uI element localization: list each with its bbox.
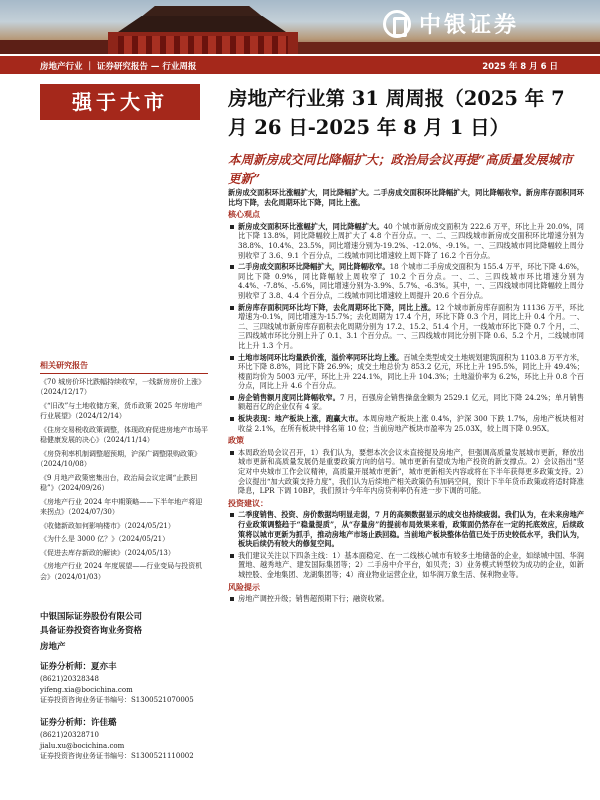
advice-intro: [228, 510, 584, 548]
core-point: [228, 393, 584, 412]
report-category: 房地产行业 ｜ 证券研究报告 — 行业周报: [40, 62, 197, 72]
report-title: 房地产行业第 31 周周报（2025 年 7 月 26 日-2025 年 8 月 1 日）: [228, 87, 565, 139]
section-investment-advice: 投资建议：: [228, 497, 268, 508]
related-report-date: （2024/12/17）: [40, 388, 91, 396]
analyst-email[interactable]: jialu.xu@bocichina.com: [40, 741, 125, 750]
analyst-name: 证券分析师：许佳璐: [40, 718, 117, 728]
firm-info: [40, 610, 208, 654]
related-report-item[interactable]: [40, 521, 208, 532]
core-points: [228, 222, 584, 433]
analyst-card: [40, 662, 208, 706]
policy-text: 本周政治局会议召开，1）我们认为，要想本次会议未直接提及房地产，但强调高质量发展城市更新，释放出城市更新和高质量发展仍是重要政策方向的信号。城市更新有望成为地产投资的新支撑点。2）会议指出“坚定对中央城市工作会议精神，高质量开展城市更新”，城市更新相关内容或将在下半年获得更多政策支持。2）会议提出“加大政策支持力度”，我们认为后续地产相关政策仍有加码空间，预计下半年货币政策或将适时降准降息，LPR 下调 10BP，我们预计今年年内房贷利率仍有进一步下调的可能。: [228, 448, 584, 496]
analyst-cert: 证券投资咨询业务证书编号：S1300521110002: [40, 752, 194, 761]
firm-name: 中银国际证券股份有限公司: [40, 612, 143, 622]
risk-text: 房地产调控升级；销售超预期下行；融资收紧。: [228, 594, 584, 604]
analyst-email[interactable]: yifeng.xia@bocichina.com: [40, 685, 133, 694]
core-point-text: 12 个城市新房库存面积为 11136 万平，环比增速为-0.1%，同比增速为-15.7%；去化周期为 17.4 个月，环比下降 0.3 个月，同比上升 0.4 个月。一、二、三四线城市新房库存面积去化周期分别为 17.2、15.2、51.4 个月，一线城市环比下降 0.7 个月，二、三四线城市环比分别上升了 0.1、3.1 个百分点。一、三四线城市同比分别下降 0.6、5.2 个月，二线城市同比上升 1.3 个月。: [238, 302, 584, 350]
core-point: [228, 414, 584, 433]
analyst-cert: 证券投资咨询业务证书编号：S1300521070005: [40, 696, 194, 705]
related-report-date: （2024/05/21）: [118, 535, 170, 543]
related-report-date: （2024/05/13）: [124, 548, 175, 557]
logo-text: 中银证券: [419, 13, 520, 38]
related-report-date: （2024/01/03）: [54, 572, 105, 581]
report-date: 2025 年 8 月 6 日: [482, 62, 558, 72]
related-report-title: 《促进去库存新政的解读》: [40, 548, 124, 557]
related-report-title: 《9 月地产政策密集出台，政治局会议定调“止跌回稳”》: [40, 473, 198, 492]
related-report-date: （2024/10/08）: [40, 460, 91, 468]
firm-industry: 房地产: [40, 642, 66, 652]
core-point: [228, 303, 584, 351]
section-risk: 风险提示: [228, 581, 260, 592]
related-report-item[interactable]: [40, 377, 208, 398]
core-point-bold: 房企销售额月度同比降幅收窄。: [238, 392, 340, 402]
core-point-bold: 新房库存面积同环比均下降，去化周期环比下降，同比上涨。: [238, 302, 436, 312]
core-point: [228, 262, 584, 300]
related-report-date: （2024/07/30）: [68, 508, 119, 516]
core-point-bold: 土地市场同环比均量跌价涨，溢价率同环比均上涨。: [238, 352, 404, 362]
rating-badge: 强于大市: [40, 84, 200, 120]
related-report-date: （2024/05/21）: [124, 521, 175, 530]
palace-roof-lower: [118, 16, 286, 32]
report-subtitle: 本周新房成交同比降幅扩大；政治局会议再提“高质量发展城市更新”: [228, 152, 573, 186]
advice-intro-text: 二季度销售、投资、房价数据均明显走弱，7 月的高频数据显示的成交也持续疲弱。我们认为，在未来房地产行业政策调整趋于“稳量提质”，从“存量房”的提前布局效果来看，政策面仍然存在一定的托底效应，后续政策将以城市更新为抓手，推动房地产市场止跌回稳。当前地产板块整体估值已处于历史较低水平，我们认为，板块后续仍有较大的修复空间。: [238, 510, 584, 549]
related-report-date: （2024/09/26）: [57, 484, 109, 492]
related-report-date: （2024/12/14）: [75, 412, 126, 420]
analyst-name: 证券分析师：夏亦丰: [40, 662, 117, 672]
related-report-date: （2024/11/14）: [103, 436, 154, 444]
related-report-item[interactable]: [40, 473, 208, 494]
analyst-card: [40, 718, 208, 762]
main-content: [228, 188, 584, 606]
advice-recommendations: 我们建议关注以下四条主线：1）基本面稳定、在一二线核心城市有较多土地储备的企业，如绿城中国、华润置地、越秀地产、建发国际集团等；2）二手房中介平台，如贝壳；3）业务模式转型较为成功的企业，如新城控股、金地集团、龙湖集团等；4）商业物业运营企业，如华润万象生活、保利物业等。: [228, 551, 584, 580]
related-report-item[interactable]: [40, 548, 208, 559]
related-report-title: 《70 城房价环比跌幅持续收窄，一线新房房价上涨》: [40, 377, 206, 386]
related-report-item[interactable]: [40, 534, 208, 545]
core-point-text: 7 月，百强房企销售操盘金额为 2529.1 亿元，同比下降 24.2%；单月销售额超百亿的企业仅有 4 家。: [238, 392, 584, 412]
related-report-title: 《收储新政如何影响楼市》: [40, 521, 124, 530]
core-point: [228, 222, 584, 260]
core-point-text: 18 个城市二手房成交面积为 155.4 万平，环比下降 4.6%，同比下降 0.9%，同比降幅较上周收窄了 10.2 个百分点。一、二、三四线城市环比增速分别为 4.4%、-7.8%、-5.6%，同比增速分别为-3.9%、5.7%、-6.3%。其中，一、三四线城市同比降幅较上周分别收窄了 3.8、4.4 个百分点，二线城市同比增速较上周提升 20.6 个百分点。: [238, 262, 584, 300]
related-report-title: 《房地产行业 2024 年中期策略——下半年地产将迎来拐点》: [40, 497, 203, 516]
palace-columns: [118, 36, 288, 54]
core-point-bold: 板块表现：地产板块上涨，跑赢大市。: [238, 414, 363, 424]
related-report-item[interactable]: [40, 425, 208, 446]
related-report-title: 《房地产行业 2024 年度展望——行业变局与投资机会》: [40, 562, 203, 581]
header-banner: [0, 0, 600, 54]
related-reports-heading: 相关研究报告: [40, 360, 208, 374]
related-report-item[interactable]: [40, 497, 208, 518]
section-policy: 政策: [228, 435, 244, 446]
core-point-text: 百城全类型成交土地规划建筑面积为 1103.8 万平方米，环比下降 8.8%，同比下降 26.9%；成交土地总价为 853.2 亿元，环比上升 195.5%，同比上升 49.4%；楼面均价为 5003 元/平，环比上升 224.1%，同比上升 104.3%；土地溢价率为 6.2%，环比上升 0.8 个百分点，同比上升 4.6 个百分点。: [238, 352, 584, 391]
core-point-text: 本周房地产板块上涨 0.4%，沪深 300 下跌 1.7%，房地产板块相对收益 2.1%，在所有板块中排名第 10 位；当前房地产板块市盈率为 25.03X，较上周下降 0.95X。: [238, 414, 584, 433]
related-report-item[interactable]: [40, 449, 208, 470]
related-reports: [40, 360, 208, 585]
palace-wall-left: [0, 40, 108, 54]
core-point-text: 40 个城市新房成交面积为 222.6 万平，环比上升 20.0%，同比下降 13.8%，同比降幅较上周扩大了 4.8 个百分点。一、二、三四线城市新房成交面积环比增速分别为 38.8%、10.4%、23.5%，同比增速分别为-19.2%、-12.0%、-9.1%。一、三四线城市同比降幅较上周分别收窄了 3.6、9.1 个百分点，二线城市同比增速较上周下降了 16.2 个百分点。: [238, 221, 584, 260]
related-report-title: 《房贷利率机制调整超预期，沪深广调整限购政策》: [40, 449, 201, 458]
related-report-item[interactable]: [40, 401, 208, 422]
related-report-title: 《“旧改”与土地收储方案，货币政策 2025 年房地产行业展望》: [40, 401, 203, 420]
report-meta-bar: [0, 56, 600, 74]
palace-wall-right: [298, 42, 600, 54]
related-report-title: 《住房交易税收政策调整，体现政府促进房地产市场平稳健康发展的决心》: [40, 425, 208, 444]
boc-logo-icon: [383, 10, 411, 38]
section-core-view: 核心观点: [228, 209, 260, 220]
analyst-phone: (8621)20328348: [40, 674, 99, 683]
core-point-bold: 二手房成交面积环比降幅扩大，同比降幅收窄。: [238, 262, 390, 272]
related-report-item[interactable]: [40, 561, 208, 582]
analyst-phone: (8621)20328710: [40, 730, 99, 739]
core-point: [228, 353, 584, 391]
company-logo: [383, 8, 519, 39]
core-point-bold: 新房成交面积环比涨幅扩大，同比降幅扩大。: [238, 221, 384, 231]
firm-qualification: 具备证券投资咨询业务资格: [40, 626, 143, 636]
related-report-title: 《为什么是 3000 亿？》: [40, 535, 119, 543]
lead-summary: 新房成交面积环比涨幅扩大，同比降幅扩大。二手房成交面积环比降幅扩大，同比降幅收窄。新房库存面积同环比均下降，去化周期环比下降，同比上涨。: [228, 188, 584, 207]
